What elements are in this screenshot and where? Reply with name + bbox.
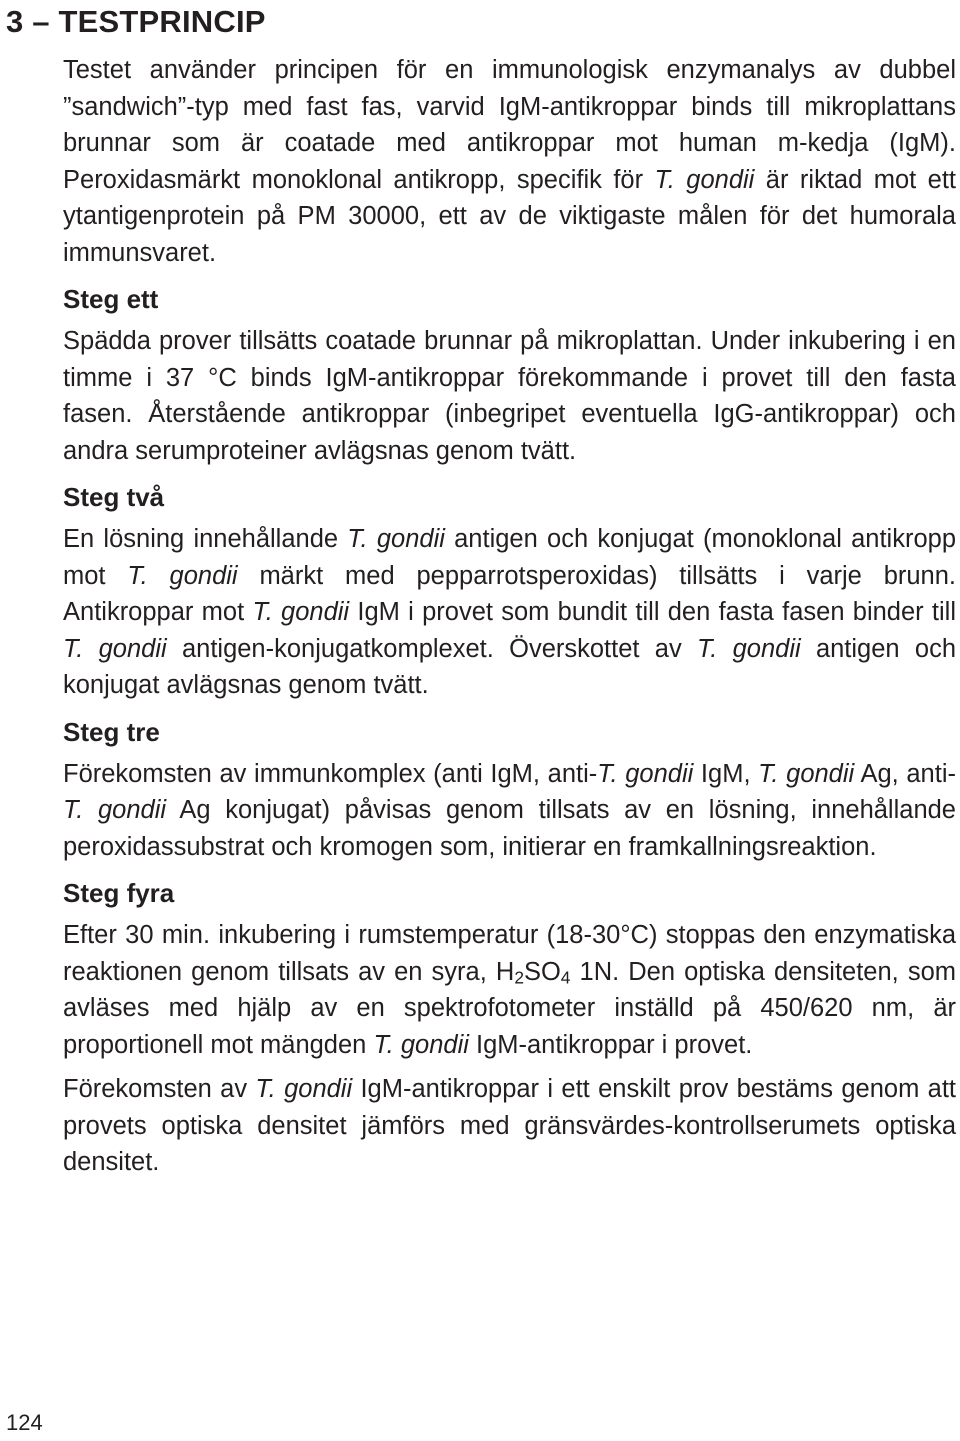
- step-three-text: Förekomsten av immunkomplex (anti IgM, anti-: [63, 759, 598, 788]
- species-name: T. gondii: [63, 796, 167, 824]
- species-name: T. gondii: [597, 759, 694, 788]
- step-two-text: antigen och konjugat avlägsnas genom tvätt.: [63, 634, 956, 699]
- section-title: 3 – TESTPRINCIP: [6, 4, 266, 39]
- step-four-text: IgM-antikroppar i provet.: [468, 1030, 753, 1059]
- step-two-text: En lösning innehållande: [63, 525, 348, 553]
- subscript: 2: [514, 966, 524, 987]
- step-two-heading: Steg två: [63, 482, 165, 512]
- step-two-text: antigen och konjugat (monoklonal antikropp mot: [63, 525, 956, 590]
- step-four-paragraph: [63, 917, 956, 1063]
- result-text: Förekomsten av: [63, 1075, 256, 1103]
- intro-text: Testet använder principen för en immunologisk enzymanalys av dubbel ”sandwich”-typ med fast fas, varvid IgM-antikroppar binds till mikroplattans brunnar som är coatade med antikroppar mot human m-kedja (IgM). Peroxidasmärkt monoklonal antikropp, specifik för: [63, 56, 956, 194]
- step-three-paragraph: [63, 756, 956, 866]
- step-one-paragraph: Spädda prover tillsätts coatade brunnar på mikroplattan. Under inkubering i en timme i 37 °C binds IgM-antikroppar förekommande i provet till den fasta fasen. Återstående antikroppar (inbegripet eventuella IgG-antikroppar) och andra serumproteiner avlägsnas genom tvätt.: [63, 327, 956, 465]
- result-paragraph: [63, 1071, 956, 1181]
- intro-text: är riktad mot ett ytantigenprotein på PM 30000, ett av de viktigaste målen för det humorala immunsvaret.: [63, 165, 956, 267]
- step-four-text: 1N. Den optiska densiteten, som avläses med hjälp av en spektrofotometer inställd på 450/620 nm, är proportionell mot mängden: [63, 957, 956, 1059]
- species-name: T. gondii: [373, 1030, 469, 1059]
- step-three-text: Ag, anti-: [854, 759, 956, 788]
- species-name: T. gondii: [758, 759, 855, 788]
- subscript: 4: [560, 966, 571, 987]
- species-name: T. gondii: [347, 525, 445, 553]
- species-name: T. gondii: [255, 1075, 353, 1103]
- step-one-heading: Steg ett: [63, 284, 159, 314]
- species-name: T. gondii: [696, 634, 801, 663]
- step-two-text: märkt med pepparrotsperoxidas) tillsätts i varje brunn. Antikroppar mot: [63, 561, 957, 626]
- step-four-text: Efter 30 min. inkubering i rumstemperatur (18-30°C) stoppas den enzymatiska reaktionen genom tillsats av en syra, H: [63, 921, 956, 986]
- page-number: 124: [6, 1410, 43, 1435]
- step-three-text: IgM,: [693, 759, 759, 788]
- step-four-text: SO: [523, 957, 561, 986]
- step-two-paragraph: [63, 521, 956, 704]
- intro-paragraph: [63, 52, 956, 271]
- step-three-text: Ag konjugat) påvisas genom tillsats av en lösning, innehållande peroxidassubstrat och kromogen som, initierar en framkallningsreaktion.: [63, 796, 956, 861]
- step-three-heading: Steg tre: [63, 716, 160, 747]
- species-name: T. gondii: [127, 561, 238, 590]
- step-two-text: IgM i provet som bundit till den fasta fasen binder till: [349, 598, 956, 626]
- result-text: IgM-antikroppar i ett enskilt prov bestäms genom att provets optiska densitet jämförs med gränsvärdes-kontrollserumets optiska densitet.: [63, 1075, 956, 1176]
- species-name: T. gondii: [252, 598, 350, 626]
- step-two-text: antigen-konjugatkomplexet. Överskottet av: [166, 634, 697, 663]
- species-name: T. gondii: [63, 634, 167, 663]
- species-name: T. gondii: [654, 165, 755, 194]
- step-four-heading: Steg fyra: [63, 878, 175, 908]
- document-body: [63, 52, 956, 1181]
